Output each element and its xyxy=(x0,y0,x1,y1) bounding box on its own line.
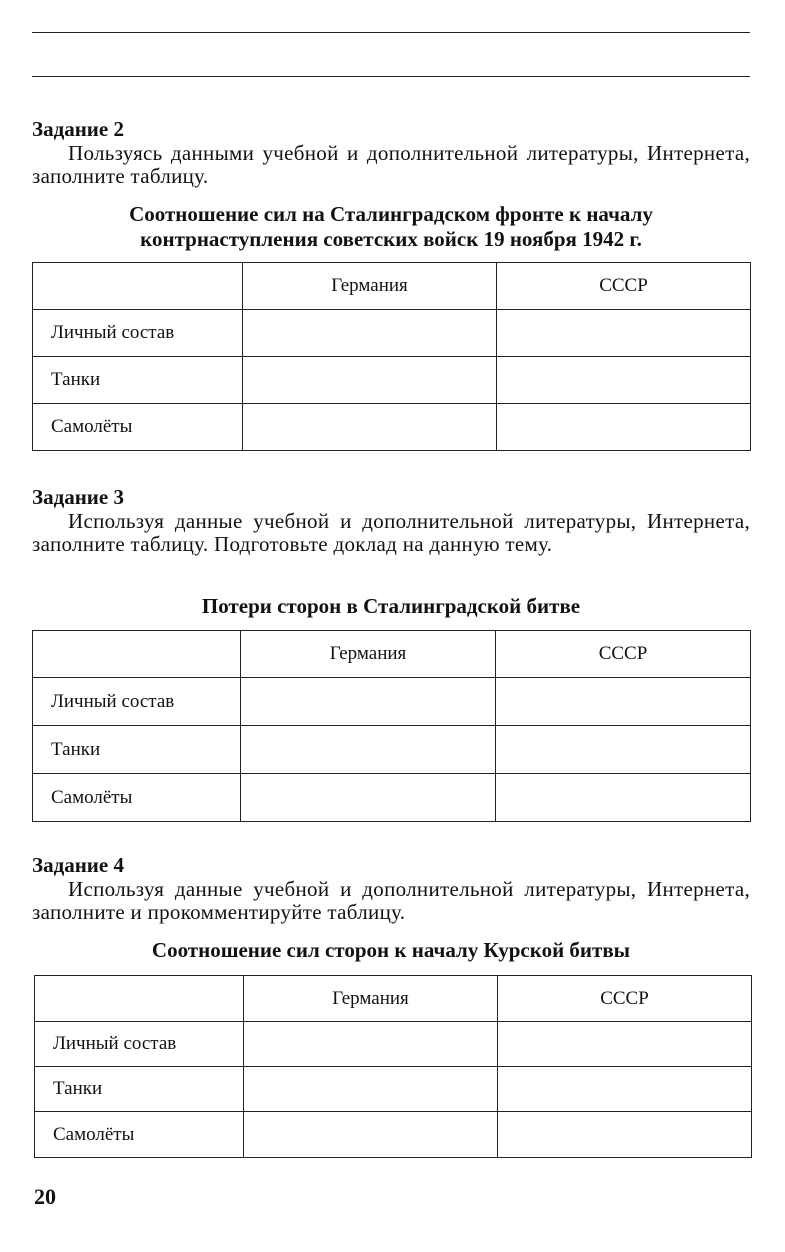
cell-ussr-personnel[interactable] xyxy=(496,678,751,726)
table-header-empty xyxy=(33,631,241,678)
row-label-aircraft: Самолёты xyxy=(33,404,243,451)
cell-ussr-aircraft[interactable] xyxy=(496,774,751,822)
table-header-germany: Германия xyxy=(243,263,497,310)
task-4-text: Используя данные учебной и дополнительной литературы, Интернета, заполните и прокомментируйте таблицу. xyxy=(32,877,750,924)
row-label-tanks: Танки xyxy=(33,726,241,774)
table-header-empty xyxy=(33,263,243,310)
row-label-aircraft: Самолёты xyxy=(33,774,241,822)
task-2-table-title xyxy=(32,202,750,252)
answer-line-1 xyxy=(32,32,750,33)
cell-ussr-tanks[interactable] xyxy=(498,1067,752,1112)
table-header-ussr: СССР xyxy=(497,263,751,310)
task-4 xyxy=(32,852,750,924)
cell-germany-aircraft[interactable] xyxy=(241,774,496,822)
row-label-tanks: Танки xyxy=(35,1067,244,1112)
task-4-table-title xyxy=(32,938,750,963)
cell-ussr-tanks[interactable] xyxy=(496,726,751,774)
task-2-text: Пользуясь данными учебной и дополнительной литературы, Интернета, заполните таблицу. xyxy=(32,141,750,188)
cell-germany-tanks[interactable] xyxy=(244,1067,498,1112)
table-header-germany: Германия xyxy=(241,631,496,678)
row-label-aircraft: Самолёты xyxy=(35,1112,244,1158)
task-2 xyxy=(32,116,750,188)
answer-line-2 xyxy=(32,76,750,77)
task-3-table xyxy=(32,630,751,822)
row-label-personnel: Личный состав xyxy=(33,310,243,357)
cell-germany-aircraft[interactable] xyxy=(243,404,497,451)
cell-ussr-tanks[interactable] xyxy=(497,357,751,404)
cell-germany-personnel[interactable] xyxy=(243,310,497,357)
task-3-table-title-text: Потери сторон в Сталинградской битве xyxy=(201,594,581,618)
task-3-title: Задание 3 xyxy=(32,485,124,509)
cell-germany-personnel[interactable] xyxy=(244,1022,498,1067)
cell-germany-aircraft[interactable] xyxy=(244,1112,498,1158)
task-2-table-title-line1: Соотношение сил на Сталинградском фронте к началу xyxy=(129,202,653,226)
task-3-table-title xyxy=(32,594,750,619)
cell-ussr-personnel[interactable] xyxy=(498,1022,752,1067)
task-3-text: Используя данные учебной и дополнительной литературы, Интернета, заполните таблицу. Подготовьте доклад на данную тему. xyxy=(32,509,750,556)
task-4-table xyxy=(34,975,752,1158)
task-3 xyxy=(32,484,750,556)
row-label-personnel: Личный состав xyxy=(33,678,241,726)
task-2-table xyxy=(32,262,751,451)
page-number: 20 xyxy=(34,1184,56,1209)
table-header-ussr: СССР xyxy=(496,631,751,678)
cell-germany-tanks[interactable] xyxy=(243,357,497,404)
cell-germany-personnel[interactable] xyxy=(241,678,496,726)
task-4-title: Задание 4 xyxy=(32,853,124,877)
table-header-empty xyxy=(35,976,244,1022)
row-label-personnel: Личный состав xyxy=(35,1022,244,1067)
row-label-tanks: Танки xyxy=(33,357,243,404)
table-header-ussr: СССР xyxy=(498,976,752,1022)
table-header-germany: Германия xyxy=(244,976,498,1022)
cell-ussr-aircraft[interactable] xyxy=(498,1112,752,1158)
cell-germany-tanks[interactable] xyxy=(241,726,496,774)
cell-ussr-personnel[interactable] xyxy=(497,310,751,357)
cell-ussr-aircraft[interactable] xyxy=(497,404,751,451)
task-4-table-title-text: Соотношение сил сторон к началу Курской битвы xyxy=(151,938,631,962)
task-2-title: Задание 2 xyxy=(32,117,124,141)
task-2-table-title-line2: контрнаступления советских войск 19 ноября 1942 г. xyxy=(140,227,642,251)
